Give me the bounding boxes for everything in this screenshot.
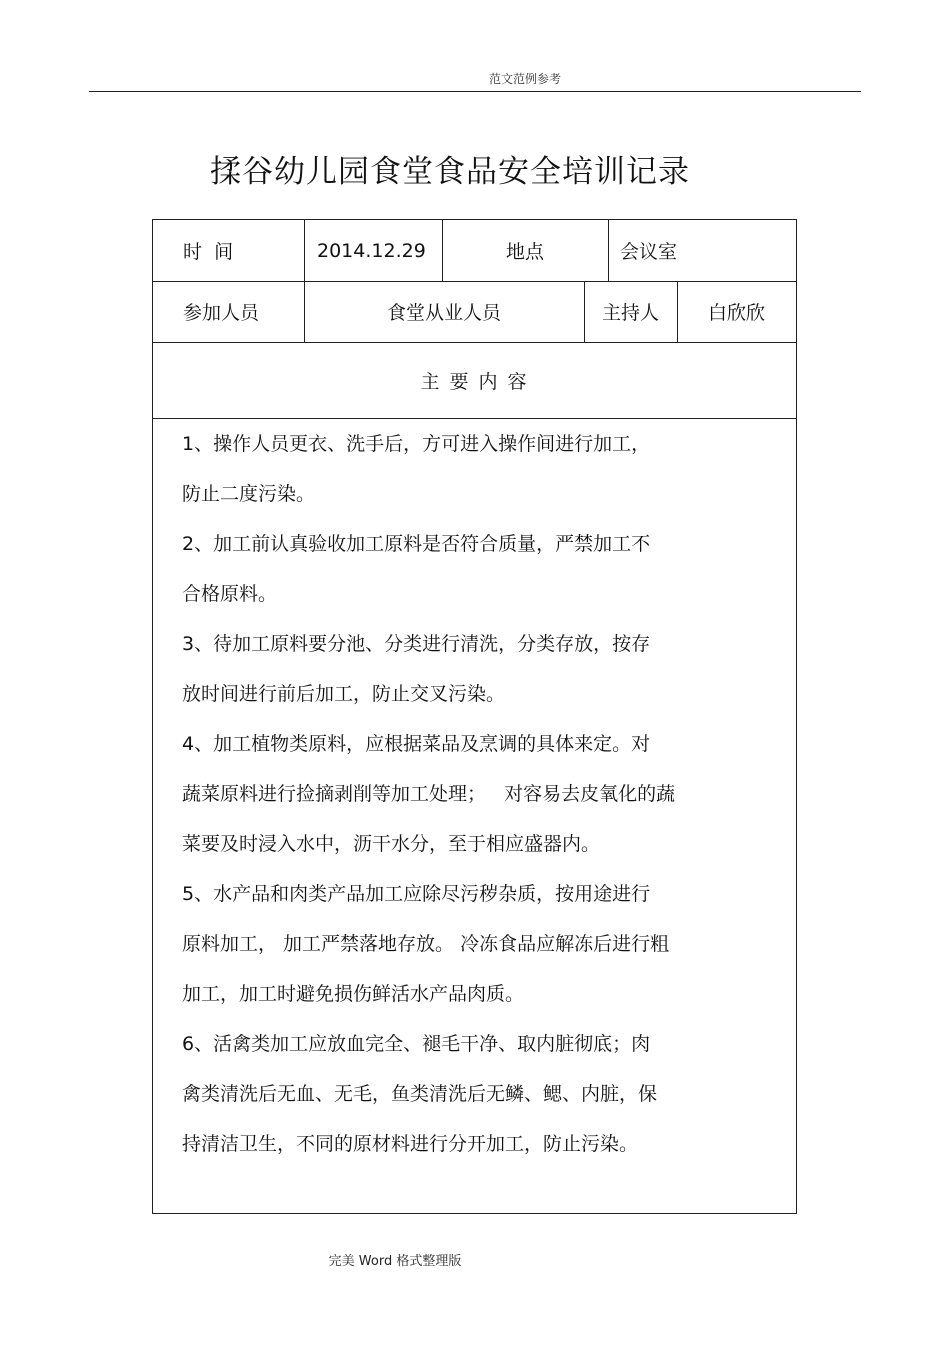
place-value: 会议室 (620, 241, 678, 263)
time-value: 2014.12.29 (317, 239, 426, 262)
training-record-form (152, 219, 797, 1214)
participants-label: 参加人员 (183, 302, 260, 324)
divider (608, 220, 609, 281)
content-line: 合格原料。 (182, 583, 278, 605)
header-rule (89, 91, 861, 92)
host-label: 主持人 (601, 302, 659, 324)
content-line: 加工，加工时避免损伤鲜活水产品肉质。 (182, 983, 525, 1005)
content-line: 3、待加工原料要分池、分类进行清洗，分类存放，按存 (182, 633, 651, 655)
content-line: 蔬菜原料进行捡摘剥削等加工处理； 对容易去皮氧化的蔬 (182, 783, 676, 805)
content-line: 菜要及时浸入水中，沥干水分，至于相应盛器内。 (182, 833, 601, 855)
main-content-body (182, 419, 782, 1169)
content-line: 放时间进行前后加工，防止交叉污染。 (182, 683, 506, 705)
place-label: 地点 (505, 241, 544, 263)
page-footer-text: 完美 Word 格式整理版 (328, 1254, 462, 1269)
content-line: 4、加工植物类原料，应根据菜品及烹调的具体来定。对 (182, 733, 651, 755)
content-line: 5、水产品和肉类产品加工应除尽污秽杂质，按用途进行 (182, 883, 651, 905)
content-heading: 主 要 内 容 (420, 370, 529, 393)
content-line: 原料加工， 加工严禁落地存放。 冷冻食品应解冻后进行粗 (182, 933, 670, 955)
participants-value: 食堂从业人员 (386, 302, 501, 324)
time-label: 时 间 (183, 241, 234, 263)
content-line: 2、加工前认真验收加工原料是否符合质量，严禁加工不 (182, 533, 651, 555)
content-line: 防止二度污染。 (182, 483, 316, 505)
content-line: 禽类清洗后无血、无毛，鱼类清洗后无鳞、鳃、内脏，保 (182, 1083, 658, 1105)
document-title: 揉谷幼儿园食堂食品安全培训记录 (210, 154, 690, 190)
host-value: 白欣欣 (707, 302, 765, 324)
content-line: 1、操作人员更衣、洗手后，方可进入操作间进行加工， (182, 433, 651, 455)
content-line: 6、活禽类加工应放血完全、褪毛干净、取内脏彻底；肉 (182, 1033, 651, 1055)
content-line: 持清洁卫生，不同的原材料进行分开加工，防止污染。 (182, 1133, 639, 1155)
page-header-text: 范文范例参考 (488, 72, 561, 86)
